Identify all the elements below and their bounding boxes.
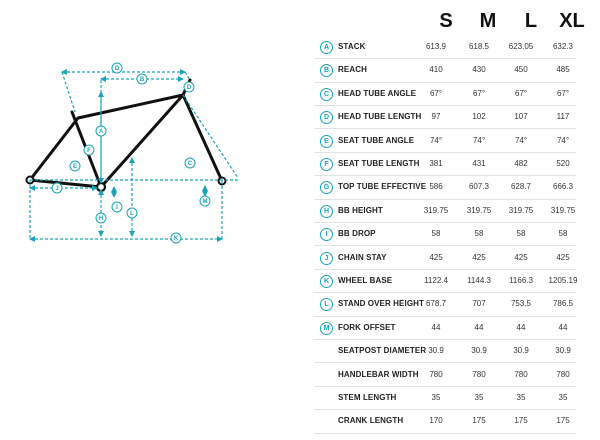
svg-text:K: K	[173, 236, 179, 242]
seat-stay	[30, 118, 78, 180]
row-label: REACH	[338, 65, 367, 75]
row-value-xl: 35	[558, 393, 568, 402]
row-value-s: 74°	[429, 135, 443, 145]
row-value-m: 430	[472, 65, 486, 75]
svg-text:J: J	[55, 186, 59, 192]
row-value-m: 58	[474, 229, 484, 239]
row-letter-badge: I	[320, 228, 333, 241]
table-row	[314, 153, 576, 176]
row-value-m: 30.9	[471, 346, 487, 356]
svg-text:H: H	[98, 216, 104, 222]
row-value-m: 1144.3	[467, 276, 491, 285]
size-header-s: S	[439, 10, 453, 32]
row-value-l: 35	[516, 393, 526, 402]
row-value-l: 628.7	[510, 182, 532, 192]
badge-A	[96, 126, 106, 136]
row-letter-badge: J	[320, 252, 333, 265]
row-label: WHEEL BASE	[338, 276, 393, 285]
row-label: STEM LENGTH	[338, 393, 397, 402]
table-row	[314, 130, 576, 153]
row-value-m: 74°	[472, 135, 486, 145]
row-value-s: 35	[431, 393, 441, 402]
row-value-l: 623.05	[508, 42, 534, 51]
row-value-l: 74°	[514, 135, 528, 145]
row-value-l: 67°	[514, 88, 528, 98]
row-letter-badge: K	[320, 275, 333, 288]
badge-K	[171, 233, 181, 243]
row-value-s: 613.9	[425, 42, 447, 51]
row-value-l: 753.5	[510, 299, 532, 309]
svg-text:D: D	[186, 85, 192, 91]
size-header-l: L	[524, 10, 538, 32]
badge-L	[127, 208, 137, 218]
row-value-l: 58	[516, 229, 526, 239]
row-value-m: 175	[472, 416, 486, 426]
row-value-l: 44	[516, 322, 526, 332]
badge-B	[137, 74, 147, 84]
row-value-m: 67°	[472, 88, 486, 98]
row-label: SEATPOST DIAMETER	[338, 346, 427, 356]
row-value-m: 425	[472, 252, 486, 262]
row-value-l: 175	[514, 416, 528, 426]
row-label: STACK	[338, 42, 366, 51]
svg-text:I: I	[116, 205, 118, 211]
row-label: TOP TUBE EFFECTIVE	[338, 182, 427, 192]
row-value-m: 707	[472, 299, 486, 309]
svg-text:L: L	[130, 211, 134, 217]
row-value-xl: 425	[556, 252, 570, 262]
row-letter-badge: C	[320, 88, 333, 101]
row-value-s: 780	[429, 369, 443, 379]
row-label: HEAD TUBE LENGTH	[338, 112, 422, 122]
row-letter-badge: B	[320, 64, 333, 77]
row-value-xl: 175	[556, 416, 570, 426]
row-value-s: 97	[431, 112, 441, 122]
badge-C	[185, 158, 195, 168]
row-value-l: 1166.3	[509, 276, 533, 285]
row-value-m: 607.3	[468, 182, 490, 192]
row-value-xl: 520	[556, 159, 570, 168]
row-letter-badge: L	[320, 298, 333, 311]
svg-text:E: E	[72, 164, 78, 170]
table-row	[314, 364, 576, 387]
row-value-m: 102	[472, 112, 486, 122]
badge-D-top	[112, 63, 122, 73]
row-value-l: 450	[514, 65, 528, 75]
size-header-m: M	[479, 10, 497, 32]
table-row	[314, 317, 576, 340]
row-value-xl: 74°	[556, 135, 570, 145]
geometry-table	[314, 0, 600, 440]
row-value-m: 35	[474, 393, 484, 402]
badge-H	[96, 213, 106, 223]
table-row	[314, 270, 576, 293]
table-row	[314, 340, 576, 363]
table-row	[314, 83, 576, 106]
row-value-s: 425	[429, 252, 443, 262]
row-value-s: 170	[429, 416, 443, 426]
row-value-l: 107	[514, 112, 528, 122]
row-label: FORK OFFSET	[338, 322, 396, 332]
bottom-bracket	[97, 183, 105, 191]
svg-text:A: A	[98, 129, 104, 135]
row-value-xl: 58	[558, 229, 568, 239]
row-letter-badge: F	[320, 158, 333, 171]
row-letter-badge: D	[320, 111, 333, 124]
row-value-l: 780	[514, 369, 528, 379]
table-row	[314, 293, 576, 316]
table-row	[314, 410, 576, 433]
row-value-xl: 786.5	[552, 299, 574, 309]
size-header-xl: XL	[559, 10, 585, 32]
row-label: HANDLEBAR WIDTH	[338, 369, 419, 379]
svg-text:F: F	[87, 148, 91, 154]
svg-text:B: B	[139, 77, 145, 83]
row-letter-badge: A	[320, 41, 333, 54]
table-row	[314, 200, 576, 223]
row-value-xl: 632.3	[552, 42, 574, 51]
row-value-m: 431	[472, 159, 486, 168]
row-value-s: 67°	[429, 88, 443, 98]
badge-M	[200, 196, 210, 206]
row-letter-badge: G	[320, 181, 333, 194]
row-value-l: 425	[514, 252, 528, 262]
row-value-s: 30.9	[428, 346, 444, 356]
row-value-xl: 666.3	[552, 182, 574, 192]
row-value-xl: 485	[556, 65, 570, 75]
row-value-l: 482	[514, 159, 528, 168]
bike-frame	[30, 80, 222, 187]
row-label: SEAT TUBE LENGTH	[338, 159, 420, 168]
row-value-s: 1122.4	[424, 276, 448, 285]
row-value-xl: 30.9	[555, 346, 571, 356]
badge-I	[112, 202, 122, 212]
row-label: BB DROP	[338, 229, 376, 239]
row-label: CRANK LENGTH	[338, 416, 404, 426]
row-label: SEAT TUBE ANGLE	[338, 135, 415, 145]
row-value-m: 780	[472, 369, 486, 379]
row-letter-badge: E	[320, 135, 333, 148]
row-value-s: 410	[429, 65, 443, 75]
badge-D	[184, 82, 194, 92]
row-value-xl: 780	[556, 369, 570, 379]
row-value-s: 586	[429, 182, 443, 192]
row-value-s: 319.75	[423, 205, 449, 215]
table-row	[314, 59, 576, 82]
row-value-s: 381	[429, 159, 443, 168]
chain-stay	[30, 180, 101, 187]
badge-E	[70, 161, 80, 171]
row-value-l: 30.9	[513, 346, 529, 356]
row-value-xl: 319.75	[550, 205, 576, 215]
svg-text:M: M	[202, 199, 208, 205]
row-value-xl: 117	[556, 112, 570, 122]
row-value-m: 319.75	[466, 205, 492, 215]
row-label: HEAD TUBE ANGLE	[338, 88, 417, 98]
row-letter-badge: M	[320, 322, 333, 335]
table-row	[314, 106, 576, 129]
row-label: BB HEIGHT	[338, 205, 383, 215]
row-value-xl: 67°	[556, 88, 570, 98]
row-value-xl: 44	[558, 322, 568, 332]
row-value-xl: 1205.19	[548, 276, 578, 285]
row-label: STAND OVER HEIGHT	[338, 299, 425, 309]
svg-text:D: D	[114, 66, 120, 72]
row-value-s: 58	[431, 229, 441, 239]
row-value-s: 678.7	[425, 299, 447, 309]
row-label: CHAIN STAY	[338, 252, 387, 262]
table-row	[314, 36, 576, 59]
table-row	[314, 247, 576, 270]
row-value-m: 44	[474, 322, 484, 332]
row-value-m: 618.5	[468, 42, 490, 51]
badge-F	[84, 145, 94, 155]
row-value-l: 319.75	[508, 205, 534, 215]
svg-text:C: C	[187, 161, 193, 167]
table-row	[314, 387, 576, 410]
table-row	[314, 176, 576, 199]
row-letter-badge: H	[320, 205, 333, 218]
row-value-s: 44	[431, 322, 441, 332]
badge-J	[52, 183, 62, 193]
table-row	[314, 223, 576, 246]
